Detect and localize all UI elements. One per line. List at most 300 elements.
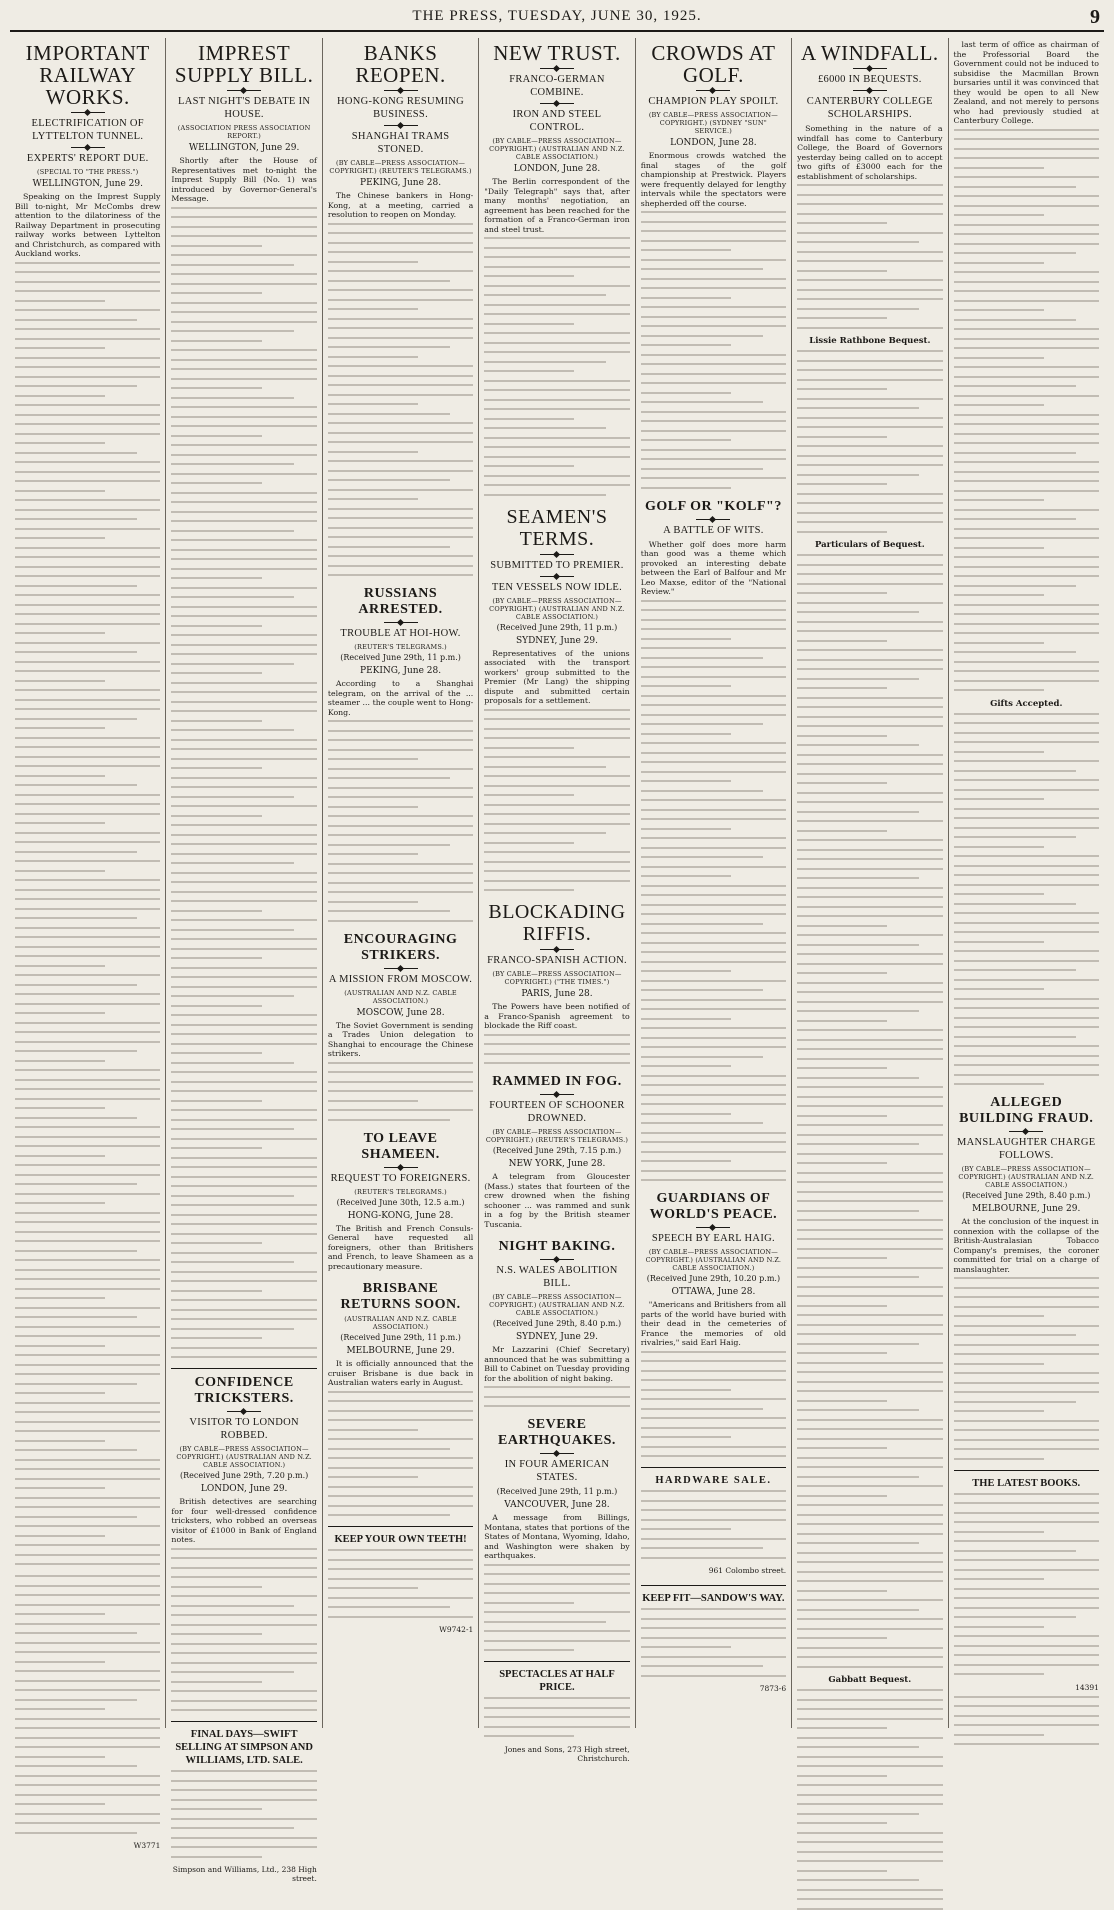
text-line — [641, 1618, 786, 1620]
text-line — [15, 499, 160, 501]
text-line — [797, 1295, 942, 1297]
text-line — [797, 868, 942, 870]
headline: BLOCKADING RIFFIS. — [488, 901, 626, 945]
text-line — [328, 242, 473, 244]
text-line — [15, 1718, 160, 1720]
headline: A WINDFALL. — [800, 41, 939, 65]
text-line — [15, 480, 160, 482]
text-line — [797, 1105, 942, 1107]
article-lead: The Chinese bankers in Hong-Kong, at a meeting, carried a resolution to reopen on Monday. — [327, 191, 474, 219]
subheading: Lissie Rathbone Bequest. — [809, 336, 931, 346]
text-line — [797, 360, 942, 362]
text-line — [641, 733, 731, 735]
text-line — [641, 704, 786, 706]
article-night-baking — [484, 1239, 629, 1407]
text-line — [797, 1860, 942, 1862]
text-line — [171, 986, 316, 988]
text-line — [15, 613, 160, 615]
headline: ENCOURAGING STRIKERS. — [343, 931, 458, 963]
text-line — [797, 1181, 942, 1183]
text-line — [797, 531, 887, 533]
text-line — [171, 1290, 261, 1292]
text-line — [797, 407, 919, 409]
divider — [328, 1526, 473, 1527]
text-line — [171, 929, 293, 931]
agency-line: (BY CABLE—PRESS ASSOCIATION—COPYRIGHT.) (REUTER'S TELEGRAMS.) — [329, 159, 472, 175]
text-line — [797, 1737, 942, 1739]
deck: HONG-KONG RESUMING BUSINESS. — [337, 96, 465, 120]
article-windfall-continued — [954, 40, 1099, 1085]
text-line — [797, 1495, 887, 1497]
text-line — [484, 1564, 629, 1566]
text-line — [954, 1531, 1044, 1533]
text-line — [954, 1626, 1044, 1628]
text-line — [797, 317, 887, 319]
dateline: MOSCOW, June 28. — [356, 1007, 445, 1018]
text-line — [641, 230, 786, 232]
text-line — [484, 889, 574, 891]
text-line — [328, 1419, 473, 1421]
text-line — [954, 471, 1099, 473]
text-line — [641, 1389, 731, 1391]
text-line — [954, 157, 1099, 159]
text-line — [328, 1486, 473, 1488]
text-line — [954, 547, 1044, 549]
text-line — [15, 832, 160, 834]
text-line — [954, 1696, 1099, 1698]
text-line — [328, 232, 473, 234]
text-line — [328, 223, 473, 225]
text-line — [797, 260, 942, 262]
text-line — [641, 1656, 786, 1658]
text-line — [641, 942, 786, 944]
text-line — [954, 1334, 1076, 1336]
text-line — [171, 511, 316, 513]
deck: FRANCO-GERMAN COMBINE. — [509, 74, 605, 98]
text-line — [954, 1382, 1099, 1384]
text-line — [15, 1535, 105, 1537]
dateline: SYDNEY, June 29. — [515, 1332, 598, 1342]
text-line — [15, 328, 160, 330]
text-line — [328, 1578, 473, 1580]
text-line — [171, 463, 293, 465]
text-line — [15, 1756, 105, 1758]
text-line — [954, 1045, 1099, 1047]
text-line — [15, 670, 160, 672]
text-line — [797, 659, 942, 661]
text-line — [328, 403, 418, 405]
text-line — [328, 261, 418, 263]
text-line — [15, 955, 160, 957]
ornament-rule — [540, 103, 574, 104]
text-line — [328, 508, 473, 510]
text-line — [171, 330, 293, 332]
text-line — [484, 1396, 629, 1398]
text-line — [328, 527, 473, 529]
text-line — [171, 1043, 316, 1045]
text-line — [954, 922, 1099, 924]
text-line — [171, 805, 316, 807]
agency-line: (AUSTRALIAN AND N.Z. CABLE ASSOCIATION.) — [344, 988, 457, 1005]
text-line — [954, 1277, 1099, 1279]
text-line — [171, 1299, 316, 1301]
text-line — [171, 748, 316, 750]
text-line — [15, 974, 160, 976]
text-line — [15, 338, 160, 340]
text-line — [15, 1107, 105, 1109]
text-line — [15, 262, 160, 264]
text-line — [954, 941, 1044, 943]
text-line — [797, 298, 942, 300]
text-line — [641, 638, 731, 640]
body-text-block — [641, 600, 786, 1182]
text-line — [797, 849, 942, 851]
headline: CONFIDENCE TRICKSTERS. — [194, 1375, 294, 1406]
text-line — [641, 1675, 786, 1677]
text-line — [171, 663, 293, 665]
text-line — [328, 1467, 473, 1469]
text-line — [797, 455, 942, 457]
text-line — [641, 1646, 731, 1648]
text-line — [171, 1128, 293, 1130]
column-4 — [479, 38, 635, 1763]
text-line — [171, 1157, 316, 1159]
article-lead: Mr Lazzarini (Chief Secretary) announced that he was submitting a Bill to Cabinet on Tuesday providing for the abolition of night baking. — [484, 1345, 630, 1383]
text-line — [15, 1544, 160, 1546]
text-line — [484, 247, 629, 249]
text-line — [171, 283, 316, 285]
text-line — [797, 1010, 919, 1012]
text-line — [797, 1333, 942, 1335]
columns — [10, 38, 1104, 1883]
ornament-rule — [540, 1453, 574, 1454]
text-line — [171, 1690, 316, 1692]
text-line — [954, 1401, 1076, 1403]
text-line — [954, 1410, 1044, 1412]
text-line — [484, 832, 606, 834]
text-line — [171, 349, 316, 351]
text-line — [797, 308, 919, 310]
text-line — [328, 1119, 450, 1121]
text-line — [15, 366, 160, 368]
text-line — [641, 1500, 786, 1502]
text-line — [484, 728, 629, 730]
text-line — [954, 395, 1099, 397]
text-line — [15, 1373, 160, 1375]
text-line — [15, 794, 160, 796]
text-line — [15, 1727, 160, 1729]
text-line — [797, 754, 942, 756]
text-line — [954, 575, 1099, 577]
text-line — [797, 483, 887, 485]
text-line — [641, 676, 786, 678]
text-line — [797, 1889, 942, 1891]
text-line — [641, 1094, 786, 1096]
article-encouraging-strikers — [328, 932, 473, 1121]
text-line — [954, 414, 1099, 416]
text-line — [954, 903, 1076, 905]
masthead-title: THE PRESS, TUESDAY, JUNE 30, 1925. — [412, 8, 702, 24]
text-line — [171, 1176, 316, 1178]
agency-line: (BY CABLE—PRESS ASSOCIATION—COPYRIGHT.) (AUSTRALIAN AND N.Z. CABLE ASSOCIATION.) — [958, 1165, 1095, 1189]
text-line — [171, 587, 316, 589]
text-line — [797, 1689, 942, 1691]
text-line — [954, 1353, 1099, 1355]
text-line — [954, 262, 1044, 264]
text-line — [15, 1689, 160, 1691]
text-line — [484, 1697, 629, 1699]
text-line — [484, 323, 574, 325]
text-line — [171, 1595, 316, 1597]
text-line — [797, 279, 942, 281]
text-line — [641, 799, 786, 801]
text-line — [171, 1052, 261, 1054]
advert-spectacles-c4 — [484, 1668, 629, 1763]
text-line — [15, 1440, 105, 1442]
text-line — [15, 746, 160, 748]
text-line — [328, 546, 450, 548]
text-line — [797, 1647, 942, 1649]
text-line — [484, 1707, 629, 1709]
dateline: LONDON, June 28. — [513, 164, 601, 174]
text-line — [15, 775, 105, 777]
text-line — [171, 843, 316, 845]
text-line — [15, 1632, 137, 1634]
advert-tail: Simpson and Williams, Ltd., 238 High street. — [172, 1865, 317, 1883]
text-line — [15, 1316, 137, 1318]
text-line — [328, 825, 473, 827]
text-line — [797, 379, 942, 381]
text-line — [484, 380, 629, 382]
text-line — [15, 1278, 160, 1280]
ornament-rule — [540, 576, 574, 577]
text-line — [328, 441, 473, 443]
text-line — [15, 1497, 160, 1499]
deck: IN FOUR AMERICAN STATES. — [504, 1459, 610, 1483]
text-line — [641, 325, 786, 327]
text-line — [15, 1326, 160, 1328]
text-line — [15, 1145, 160, 1147]
text-line — [15, 813, 160, 815]
text-line — [484, 1630, 629, 1632]
subheading: Gabbatt Bequest. — [828, 1675, 912, 1685]
text-line — [641, 1547, 763, 1549]
column-2 — [166, 38, 322, 1883]
text-line — [484, 756, 629, 758]
text-line — [328, 1495, 473, 1497]
body-text-block — [171, 1770, 316, 1858]
text-line — [954, 138, 1099, 140]
text-line — [484, 1621, 606, 1623]
text-line — [15, 357, 160, 359]
text-line — [797, 725, 942, 727]
advert-keep-teeth — [328, 1533, 473, 1634]
received-line: (Received June 29th, 11 p.m.) — [340, 1333, 461, 1342]
text-line — [484, 1592, 629, 1594]
text-line — [15, 984, 137, 986]
text-line — [171, 1138, 316, 1140]
text-line — [171, 558, 316, 560]
text-line — [641, 1027, 786, 1029]
text-line — [641, 1455, 786, 1457]
article-lead: The Powers have been notified of a Franco-Spanish agreement to blockade the Riff coast. — [484, 1002, 630, 1030]
text-line — [328, 758, 418, 760]
text-line — [954, 846, 1044, 848]
article-railway-works — [15, 42, 160, 1565]
text-line — [15, 1183, 137, 1185]
text-line — [328, 891, 473, 893]
text-line — [641, 980, 786, 982]
text-line — [15, 1613, 105, 1615]
article-lead: It is officially announced that the cruiser Brisbane is due back in Australian waters early in August. — [327, 1359, 474, 1387]
text-line — [171, 1652, 316, 1654]
text-line — [15, 490, 105, 492]
text-line — [171, 1223, 316, 1225]
text-line — [328, 1505, 473, 1507]
text-line — [954, 874, 1099, 876]
text-line — [171, 1856, 261, 1858]
text-line — [954, 1420, 1099, 1422]
text-line — [797, 445, 942, 447]
text-line — [328, 1549, 473, 1551]
text-line — [954, 613, 1099, 615]
text-line — [641, 287, 786, 289]
text-line — [15, 851, 137, 853]
text-line — [797, 887, 942, 889]
text-line — [954, 594, 1044, 596]
text-line — [484, 1735, 574, 1737]
text-line — [328, 1429, 418, 1431]
text-line — [641, 1538, 786, 1540]
text-line — [641, 818, 786, 820]
body-text-block — [171, 207, 316, 1359]
text-line — [954, 1597, 1099, 1599]
text-line — [641, 1627, 786, 1629]
ornament-rule — [384, 1167, 418, 1168]
text-line — [641, 961, 786, 963]
text-line — [15, 632, 105, 634]
text-line — [954, 1715, 1099, 1717]
ornament-rule — [696, 90, 730, 91]
article-leave-shameen — [328, 1131, 473, 1272]
article-brisbane-returns — [328, 1281, 473, 1516]
text-line — [171, 1799, 316, 1801]
text-line — [328, 1081, 473, 1083]
text-line — [797, 350, 942, 352]
text-line — [171, 710, 316, 712]
text-line — [797, 1419, 942, 1421]
text-line — [171, 1846, 316, 1848]
text-line — [797, 1765, 942, 1767]
received-line: (Received June 29th, 11 p.m.) — [496, 622, 618, 632]
article-guardians-of-peace — [641, 1191, 786, 1457]
text-line — [797, 1756, 942, 1758]
text-line — [328, 299, 473, 301]
advert-title: SPECTACLES AT HALF PRICE. — [499, 1669, 615, 1693]
ornament-rule — [227, 90, 261, 91]
text-line — [15, 1117, 137, 1119]
text-line — [797, 1371, 942, 1373]
article-lead: Shortly after the House of Representatives met to-night the Imprest Supply Bill (No. 1) was introduced by Governor-General's Message. — [171, 156, 317, 203]
ornament-rule — [384, 968, 418, 969]
text-line — [171, 1356, 316, 1358]
text-line — [641, 278, 786, 280]
text-line — [954, 722, 1099, 724]
text-line — [328, 853, 418, 855]
text-line — [15, 822, 105, 824]
ornament-rule — [71, 147, 105, 148]
ornament-rule — [853, 68, 887, 69]
masthead — [10, 6, 1104, 32]
deck: IRON AND STEEL CONTROL. — [512, 109, 602, 133]
text-line — [797, 687, 887, 689]
text-line — [954, 960, 1099, 962]
text-line — [797, 1314, 942, 1316]
text-line — [171, 957, 261, 959]
text-line — [797, 1590, 887, 1592]
text-line — [484, 465, 574, 467]
text-line — [171, 473, 316, 475]
text-line — [484, 389, 629, 391]
text-line — [328, 517, 473, 519]
article-golf-or-kolf — [641, 499, 786, 1182]
text-line — [641, 666, 786, 668]
body-text-block — [641, 1351, 786, 1458]
advert-hardware-sale — [641, 1474, 786, 1575]
text-line — [328, 565, 473, 567]
text-line — [15, 946, 160, 948]
text-line — [641, 790, 763, 792]
text-line — [797, 1172, 942, 1174]
text-line — [484, 408, 629, 410]
text-line — [171, 644, 316, 646]
text-line — [797, 554, 942, 556]
text-line — [15, 680, 105, 682]
text-line — [484, 1034, 629, 1036]
text-line — [954, 205, 1099, 207]
text-line — [954, 798, 1044, 800]
text-line — [641, 600, 786, 602]
text-line — [15, 737, 160, 739]
body-text-block — [484, 237, 629, 496]
received-line: (Received June 29th, 7.20 p.m.) — [180, 1471, 309, 1480]
text-line — [797, 991, 942, 993]
text-line — [328, 318, 473, 320]
text-line — [15, 1708, 105, 1710]
advert-tail: 14391 — [1075, 1682, 1099, 1692]
text-line — [15, 1383, 137, 1385]
text-line — [328, 280, 450, 282]
article-russians-arrested — [328, 586, 473, 922]
text-line — [954, 680, 1099, 682]
text-line — [171, 900, 316, 902]
text-line — [171, 910, 261, 912]
text-line — [641, 1608, 786, 1610]
dateline: WELLINGTON, June 29. — [188, 143, 300, 153]
text-line — [641, 904, 786, 906]
subheading: Particulars of Bequest. — [814, 540, 925, 550]
body-text-block — [954, 129, 1099, 692]
text-line — [641, 221, 786, 223]
body-text-block — [484, 1564, 629, 1652]
text-line — [797, 1727, 887, 1729]
text-line — [641, 392, 731, 394]
text-line — [954, 1493, 1099, 1495]
text-line — [641, 1008, 786, 1010]
text-line — [15, 452, 137, 454]
article-blockading-riffis — [484, 901, 629, 1064]
text-line — [328, 844, 450, 846]
